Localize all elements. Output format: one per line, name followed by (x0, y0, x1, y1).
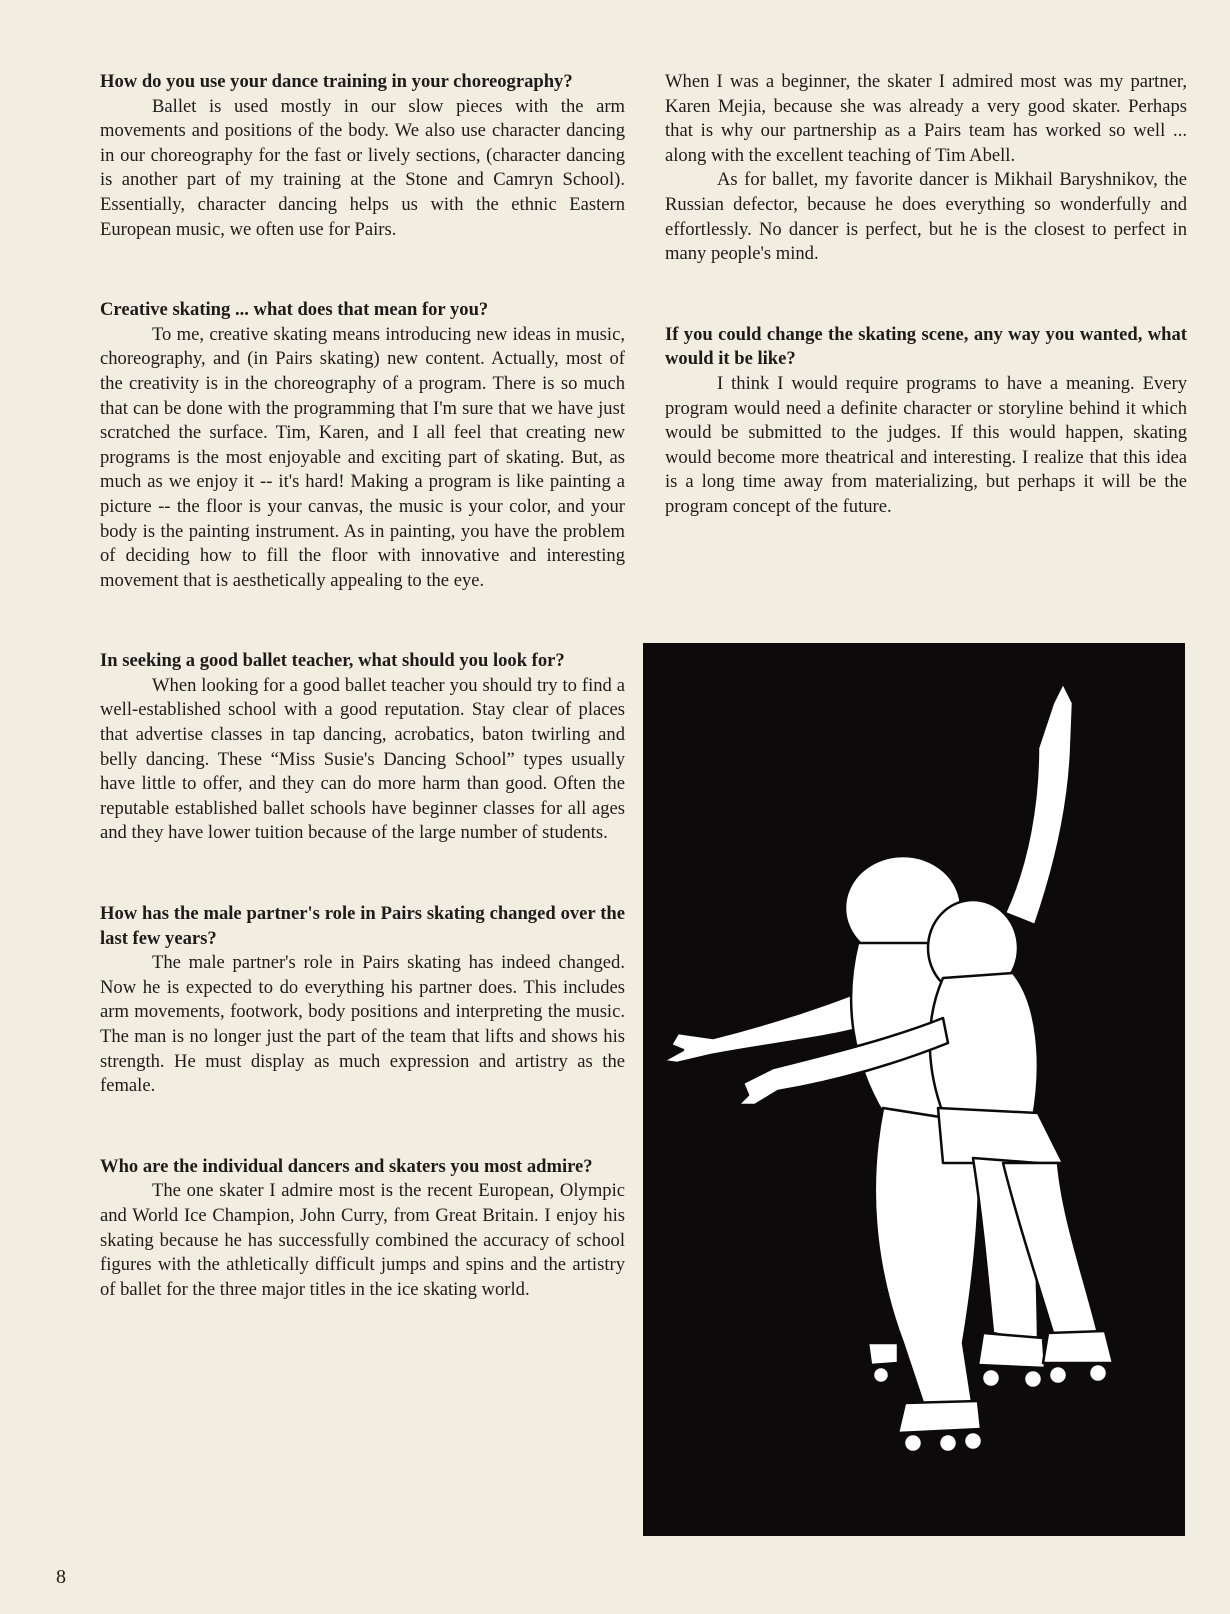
right-column (665, 70, 1187, 520)
continued-paragraph: When I was a beginner, the skater I admired most was my partner, Karen Mejia, because she was already a very good skater. Perhaps that is why our partnership as a Pairs team has worked so well ... along with the excellent teaching of Tim Abell. (665, 71, 1187, 166)
answer-text: When looking for a good ballet teacher you should try to find a well-established school with a good reputation. Stay clear of places that advertise classes in tap dancing, acrobatics, baton twirling and belly dancing. These “Miss Susie's Dancing School” types usually have little to offer, and they can do more harm than good. Often the reputable established ballet schools have beginner classes for all ages and they have lower tuition because of the large number of students. (100, 674, 625, 844)
qa-admired-skaters (100, 1155, 625, 1303)
question-heading: If you could change the skating scene, any way you wanted, what would it be like? (665, 323, 1187, 370)
question-heading: How has the male partner's role in Pairs skating changed over the last few years? (100, 903, 625, 949)
question-heading: In seeking a good ballet teacher, what should you look for? (100, 650, 565, 672)
question-heading: Creative skating ... what does that mean for you? (100, 299, 489, 321)
qa-ballet-teacher (100, 649, 625, 846)
page-number: 8 (56, 1566, 66, 1588)
continued-paragraph-ballet: As for ballet, my favorite dancer is Mikhail Baryshnikov, the Russian defector, because he does everything so wonderfully and effortlessly. No dancer is perfect, but he is the closest to perfect in many people's mind. (665, 169, 1187, 265)
qa-dance-training (100, 70, 625, 242)
skaters-illustration (643, 643, 1185, 1536)
answer-text: To me, creative skating means introducing new ideas in music, choreography, and (in Pairs skating) new content. Actually, most of the creativity is in the choreography of a program. There is so much that can be done with the programming that I'm sure that we have just scratched the surface. Tim, Karen, and I all feel that creating new programs is the most enjoyable and exciting part of skating. But, as much as we enjoy it -- it's hard! Making a program is like painting a picture -- the floor is your canvas, the music is your color, and your body is the painting instrument. As in painting, you have the problem of deciding how to fill the floor with innovative and interesting movement that is aesthetically appealing to the eye. (100, 323, 625, 591)
question-heading: Who are the individual dancers and skaters you most admire? (100, 1155, 593, 1177)
continued-answer (665, 70, 1187, 267)
answer-text: Ballet is used mostly in our slow pieces with the arm movements and positions of the body. We also use character dancing in our choreography for the fast or lively sections, (character dancing is another part of my training at the Stone and Camryn School). Essentially, character dancing helps us with the ethnic Eastern European music, we often use for Pairs. (100, 95, 625, 240)
qa-male-partner-role (100, 902, 625, 1099)
qa-creative-skating (100, 298, 625, 593)
question-heading: How do you use your dance training in your choreography? (100, 71, 573, 92)
answer-text: I think I would require programs to have a meaning. Every program would need a definite character or storyline behind it which would be submitted to the judges. If this would happen, skating would become more theatrical and interesting. I realize that this idea is a long time away from materializing, but perhaps it will be the program concept of the future. (665, 372, 1187, 517)
left-column (100, 70, 625, 1302)
answer-text: The one skater I admire most is the recent European, Olympic and World Ice Champion, John Curry, from Great Britain. I enjoy his skating because he has successfully combined the accuracy of school figures with the athletically difficult jumps and spins and the artistry of ballet for the three major titles in the ice skating world. (100, 1180, 625, 1300)
qa-skating-scene (665, 323, 1187, 520)
answer-text: The male partner's role in Pairs skating has indeed changed. Now he is expected to do everything his partner does. This includes arm movements, footwork, body positions and interpreting the music. The man is no longer just the part of the team that lifts and shows his strength. He must display as much expression and artistry as the female. (100, 952, 625, 1097)
